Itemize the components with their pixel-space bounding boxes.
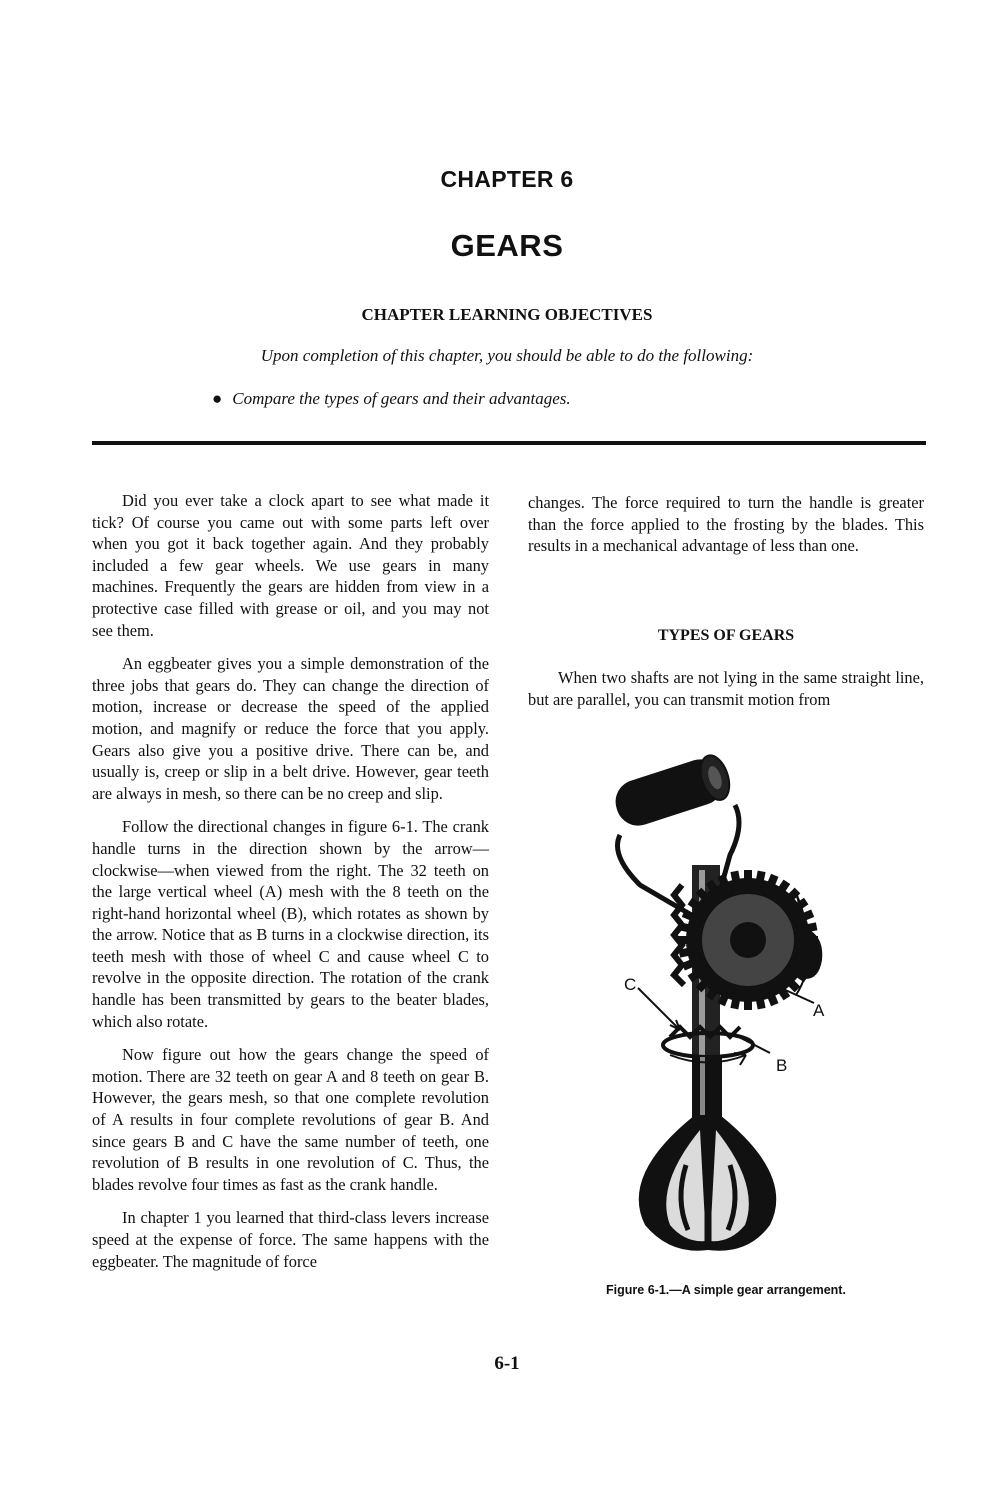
paragraph: When two shafts are not lying in the same straight line, but are parallel, you can transmit motion from — [528, 668, 924, 709]
objective-text: Compare the types of gears and their advantages. — [232, 389, 571, 408]
label-c: C — [624, 975, 637, 994]
chapter-title: GEARS — [450, 228, 564, 263]
right-column-continuation — [528, 492, 924, 569]
header-rule — [92, 441, 926, 445]
chapter-number: CHAPTER 6 — [440, 166, 574, 192]
gear-tooth — [744, 998, 752, 1010]
right-column-section — [528, 667, 924, 722]
objectives-heading: CHAPTER LEARNING OBJECTIVES — [361, 305, 653, 324]
gear-tooth — [744, 870, 752, 882]
paragraph: An eggbeater gives you a simple demonstration of the three jobs that gears do. They can change the direction of motion, increase or decrease the speed of the applied motion, and magnify or reduce the force that you apply. Gears also give you a positive drive. There can be, and usually is, creep or slip in a belt drive. However, gear teeth are always in mesh, so there can be no creep and slip. — [92, 654, 489, 803]
paragraph: Follow the directional changes in figure 6-1. The crank handle turns in the direction shown by the arrow—clockwise—when viewed from the right. The 32 teeth on the large vertical wheel (A) mesh with the 8 teeth on the right-hand horizontal wheel (B), which rotates as shown by the arrow. Notice that as B turns in a clockwise direction, its teeth mesh with those of wheel C and cause wheel C to revolve in the opposite direction. The rotation of the crank handle has been transmitted by gears to the beater blades, which also rotate. — [92, 817, 489, 1031]
paragraph: Now figure out how the gears change the speed of motion. There are 32 teeth on gear A and 8 teeth on gear B. However, the gears mesh, so that one complete revolution of A results in four complete revolutions of gear B. And since gears B and C have the same number of teeth, one revolution of B results in one revolution of C. Thus, the blades revolve four times as fast as the crank handle. — [92, 1045, 489, 1194]
paragraph: Did you ever take a clock apart to see what made it tick? Of course you came out with some parts left over when you got it back together again. And they probably included a few gear wheels. We use gears in many machines. Frequently the gears are hidden from view in a protective case filled with grease or oil, and you may not see them. — [92, 491, 489, 640]
paragraph: In chapter 1 you learned that third-class levers increase speed at the expense of force. The same happens with the eggbeater. The magnitude of force — [92, 1208, 489, 1271]
left-column — [92, 490, 489, 1284]
label-a: A — [813, 1001, 825, 1020]
label-b: B — [776, 1056, 788, 1075]
objective-item — [212, 389, 571, 409]
eggbeater-illustration-icon — [600, 745, 850, 1265]
page-number: 6-1 — [494, 1353, 520, 1374]
figure-caption: Figure 6-1.—A simple gear arrangement. — [606, 1283, 846, 1297]
figure-eggbeater — [600, 745, 850, 1265]
section-heading: TYPES OF GEARS — [657, 627, 795, 644]
paragraph: changes. The force required to turn the handle is greater than the force applied to the frosting by the blades. This results in a mechanical advantage of less than one. — [528, 493, 924, 556]
bullet-icon: ● — [212, 389, 223, 408]
objectives-intro: Upon completion of this chapter, you should be able to do the following: — [260, 346, 754, 365]
